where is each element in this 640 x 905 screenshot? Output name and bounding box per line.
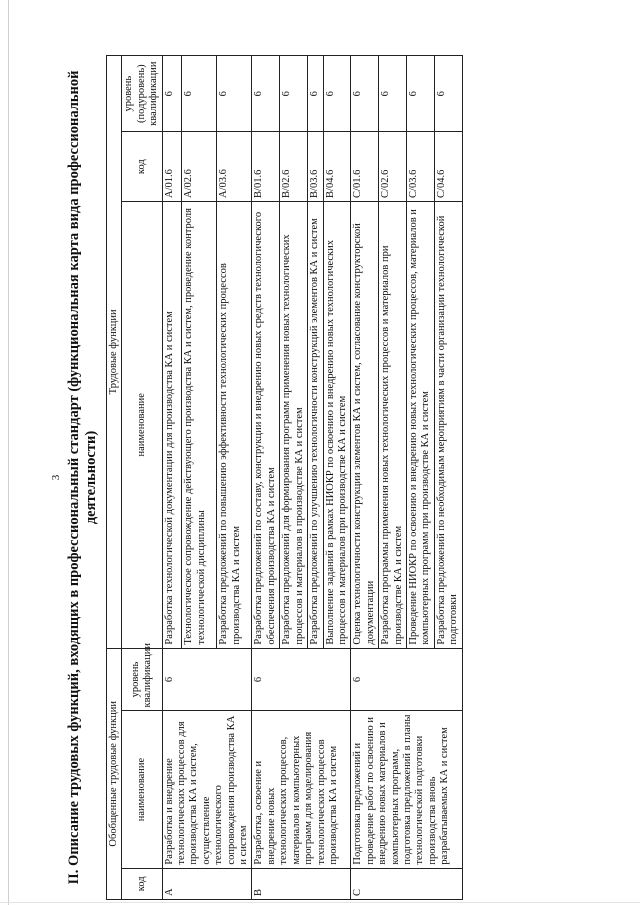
page-bottom-edge bbox=[0, 902, 640, 903]
function-code: A/03.6 bbox=[217, 132, 252, 202]
group-code: A bbox=[162, 868, 252, 899]
header-tf-name: наименование bbox=[122, 201, 162, 648]
group-name: Разработка, освоение и внедрение новых технологических процессов, материалов и компьютерных программ для моделирования технологических процессов производства КА и систем bbox=[252, 711, 351, 868]
group-code: B bbox=[252, 868, 351, 899]
group-name: Разработка и внедрение технологических процессов для производства КА и систем, осуществление технологического сопровождения производства КА и систем bbox=[162, 711, 252, 868]
function-level: 6 bbox=[308, 56, 323, 132]
table-row bbox=[162, 56, 181, 900]
table-header-columns-row bbox=[122, 56, 162, 900]
function-level: 6 bbox=[351, 56, 379, 132]
function-name: Разработка предложений по необходимым мероприятиям в части организации технологической подготовки bbox=[434, 201, 462, 648]
function-level: 6 bbox=[406, 56, 434, 132]
header-generalized-functions: Обобщенные трудовые функции bbox=[107, 648, 122, 899]
page-number: 3 bbox=[50, 474, 62, 481]
function-code: C/03.6 bbox=[406, 132, 434, 202]
page-left-edge bbox=[8, 0, 9, 905]
group-level: 6 bbox=[162, 648, 252, 711]
header-name: наименование bbox=[122, 711, 162, 868]
function-level: 6 bbox=[217, 56, 252, 132]
header-code: код bbox=[122, 868, 162, 899]
function-name: Разработка программы применения новых технологических процессов и материалов при производстве КА и систем bbox=[379, 201, 407, 648]
function-code: C/04.6 bbox=[434, 132, 462, 202]
function-name: Разработка предложений по составу, конструкции и внедрению новых средств технологического обеспечения производства КА и систем bbox=[252, 201, 280, 648]
function-code: A/01.6 bbox=[162, 132, 181, 202]
function-level: 6 bbox=[379, 56, 407, 132]
function-level: 6 bbox=[323, 56, 351, 132]
group-level: 6 bbox=[252, 648, 351, 711]
function-level: 6 bbox=[252, 56, 280, 132]
function-level: 6 bbox=[162, 56, 181, 132]
header-tf-level: уровень (подуровень) квалификации bbox=[122, 56, 162, 132]
function-name: Проведение НИОКР по освоению и внедрению новых технологических процессов, материалов и компьютерных программ при производстве КА и систем bbox=[406, 201, 434, 648]
function-name: Разработка технологической документации для производства КА и систем bbox=[162, 201, 181, 648]
function-code: C/02.6 bbox=[379, 132, 407, 202]
group-code: C bbox=[351, 868, 462, 899]
function-code: B/04.6 bbox=[323, 132, 351, 202]
rotated-page-content bbox=[48, 55, 633, 900]
function-name: Разработка предложений для формирования программ применения новых технологических процессов и материалов в производстве КА и систем bbox=[280, 201, 308, 648]
table-row bbox=[351, 56, 379, 900]
header-tf-code: код bbox=[122, 132, 162, 202]
function-name: Выполнение заданий в рамках НИОКР по освоению и внедрению новых технологических процессов и материалов при производстве КА и систем bbox=[323, 201, 351, 648]
section-heading: II. Описание трудовых функций, входящих в профессиональный стандарт (функциональная карта вида профессиональной деятельности) bbox=[66, 70, 99, 885]
table-header-group-row bbox=[107, 56, 122, 900]
function-level: 6 bbox=[182, 56, 217, 132]
function-code: B/01.6 bbox=[252, 132, 280, 202]
group-level: 6 bbox=[351, 648, 462, 711]
header-level: уровень квалификации bbox=[122, 648, 162, 711]
function-level: 6 bbox=[280, 56, 308, 132]
function-code: C/01.6 bbox=[351, 132, 379, 202]
header-labor-functions: Трудовые функции bbox=[107, 56, 122, 649]
table-row bbox=[252, 56, 280, 900]
function-name: Технологическое сопровождение действующего производства КА и систем, проведение контроля технологической дисциплины bbox=[182, 201, 217, 648]
function-code: B/03.6 bbox=[308, 132, 323, 202]
function-code: B/02.6 bbox=[280, 132, 308, 202]
function-name: Оценка технологичности конструкции элементов КА и систем, согласование конструкторской документации bbox=[351, 201, 379, 648]
functional-map-table bbox=[106, 55, 463, 900]
function-name: Разработка предложений по улучшению технологичности конструкций элементов КА и систем bbox=[308, 201, 323, 648]
function-level: 6 bbox=[434, 56, 462, 132]
function-name: Разработка предложений по повышению эффективности технологических процессов производства КА и систем bbox=[217, 201, 252, 648]
group-name: Подготовка предложений и проведение работ по освоению и внедрению новых материалов и компьютерных программ, подготовка предложений в планы технологической подготовки производства вновь разрабатываемых КА и систем bbox=[351, 711, 462, 868]
function-code: A/02.6 bbox=[182, 132, 217, 202]
